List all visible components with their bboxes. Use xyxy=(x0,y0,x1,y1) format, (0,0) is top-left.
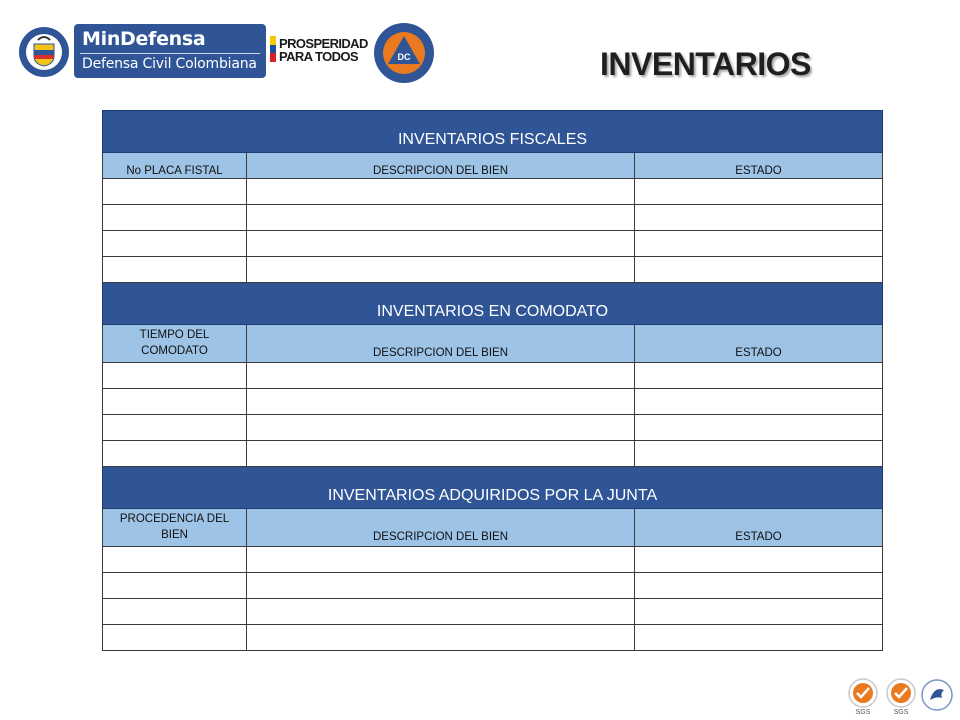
section-title: INVENTARIOS EN COMODATO xyxy=(103,283,883,325)
table-row xyxy=(103,547,883,573)
table-cell[interactable] xyxy=(103,389,247,415)
table-cell[interactable] xyxy=(635,599,883,625)
table-cell[interactable] xyxy=(247,205,635,231)
table-cell[interactable] xyxy=(635,573,883,599)
emblem-initials: DC xyxy=(397,52,411,62)
table-row xyxy=(103,363,883,389)
table-cell[interactable] xyxy=(103,415,247,441)
table-row xyxy=(103,231,883,257)
sgs-certification-icon xyxy=(884,678,918,716)
table-cell[interactable] xyxy=(635,231,883,257)
table-row xyxy=(103,179,883,205)
column-header: TIEMPO DEL COMODATO xyxy=(103,325,247,363)
slogan-line-1: PROSPERIDAD xyxy=(279,36,368,51)
column-header: ESTADO xyxy=(635,325,883,363)
cert-label: SGS xyxy=(893,709,909,716)
colombia-seal-icon xyxy=(18,26,70,78)
mindefensa-logo xyxy=(18,24,266,80)
inventory-table xyxy=(102,110,883,651)
column-header-row xyxy=(103,325,883,363)
table-cell[interactable] xyxy=(247,599,635,625)
table-cell[interactable] xyxy=(103,363,247,389)
table-cell[interactable] xyxy=(247,363,635,389)
ministry-subtitle: Defensa Civil Colombiana xyxy=(82,56,257,72)
table-cell[interactable] xyxy=(247,625,635,651)
table-cell[interactable] xyxy=(103,599,247,625)
table-cell[interactable] xyxy=(247,573,635,599)
table-cell[interactable] xyxy=(103,257,247,283)
table-cell[interactable] xyxy=(635,363,883,389)
table-row xyxy=(103,573,883,599)
sgs-certification-icon xyxy=(846,678,880,716)
quality-seal-icon xyxy=(920,678,954,716)
table-cell[interactable] xyxy=(635,205,883,231)
table-cell[interactable] xyxy=(247,547,635,573)
table-cell[interactable] xyxy=(635,441,883,467)
table-cell[interactable] xyxy=(635,179,883,205)
ministry-banner xyxy=(74,24,266,78)
column-header-row xyxy=(103,509,883,547)
colombia-flag-icon xyxy=(270,36,276,62)
section-header-comodato xyxy=(103,283,883,325)
column-header: PROCEDENCIA DEL BIEN xyxy=(103,509,247,547)
section-title: INVENTARIOS ADQUIRIDOS POR LA JUNTA xyxy=(103,467,883,509)
section-header-fiscales xyxy=(103,111,883,153)
table-row xyxy=(103,389,883,415)
table-cell[interactable] xyxy=(247,389,635,415)
column-header: No PLACA FISTAL xyxy=(103,153,247,179)
page-title: INVENTARIOS xyxy=(600,46,811,82)
table-cell[interactable] xyxy=(635,547,883,573)
table-cell[interactable] xyxy=(635,415,883,441)
column-header: ESTADO xyxy=(635,153,883,179)
table-cell[interactable] xyxy=(247,441,635,467)
cert-label: SGS xyxy=(855,709,871,716)
banner-divider xyxy=(80,53,260,54)
table-cell[interactable] xyxy=(635,389,883,415)
table-cell[interactable] xyxy=(247,257,635,283)
column-header: DESCRIPCION DEL BIEN xyxy=(247,509,635,547)
defensa-civil-emblem-icon xyxy=(373,22,435,84)
table-cell[interactable] xyxy=(247,179,635,205)
table-cell[interactable] xyxy=(635,257,883,283)
column-header: ESTADO xyxy=(635,509,883,547)
column-header-row xyxy=(103,153,883,179)
table-cell[interactable] xyxy=(635,625,883,651)
table-row xyxy=(103,415,883,441)
table-cell[interactable] xyxy=(247,415,635,441)
table-row xyxy=(103,205,883,231)
prosperidad-logo xyxy=(270,34,370,66)
table-cell[interactable] xyxy=(103,231,247,257)
table-cell[interactable] xyxy=(103,573,247,599)
table-cell[interactable] xyxy=(103,547,247,573)
section-header-adquiridos xyxy=(103,467,883,509)
section-title: INVENTARIOS FISCALES xyxy=(103,111,883,153)
table-row xyxy=(103,625,883,651)
table-cell[interactable] xyxy=(247,231,635,257)
table-row xyxy=(103,257,883,283)
column-header: DESCRIPCION DEL BIEN xyxy=(247,153,635,179)
table-cell[interactable] xyxy=(103,179,247,205)
table-cell[interactable] xyxy=(103,205,247,231)
table-cell[interactable] xyxy=(103,625,247,651)
table-row xyxy=(103,599,883,625)
ministry-name: MinDefensa xyxy=(82,28,206,50)
slogan-line-2: PARA TODOS xyxy=(279,49,358,64)
table-row xyxy=(103,441,883,467)
column-header: DESCRIPCION DEL BIEN xyxy=(247,325,635,363)
table-cell[interactable] xyxy=(103,441,247,467)
